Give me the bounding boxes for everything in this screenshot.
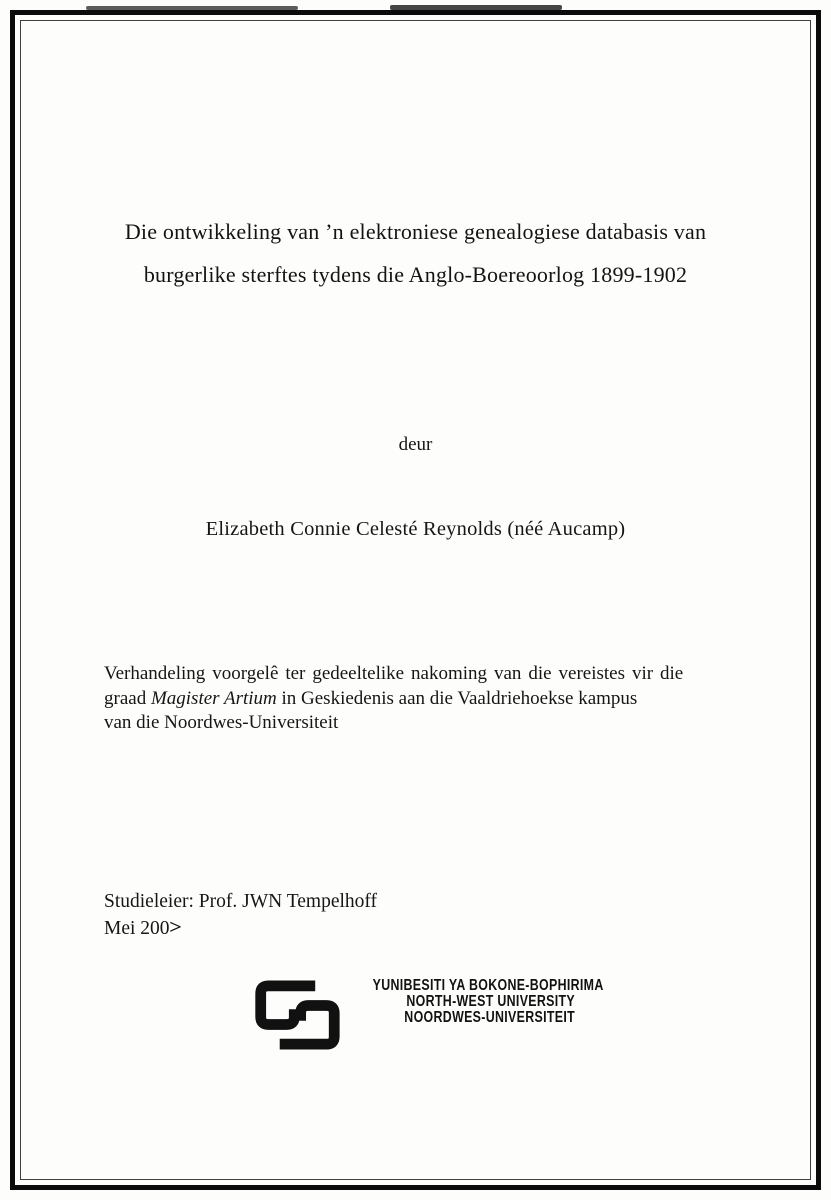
submission-statement (104, 662, 744, 736)
nwu-logo-mark-icon (255, 980, 345, 1050)
nwu-logo-wordmark (372, 977, 604, 1026)
statement-line1: Verhandeling voorgelê ter gedeeltelike nakoming van die vereistes vir die (104, 663, 684, 684)
logo-line-english: NORTH-WEST UNIVERSITY (406, 992, 575, 1010)
author-name: Elizabeth Connie Celesté Reynolds (néé Aucamp) (205, 518, 626, 540)
thesis-title-line1: Die ontwikkeling van ’n elektroniese genealogiese databasis van (124, 219, 707, 244)
nwu-logo (255, 976, 604, 1054)
statement-line2 (104, 687, 744, 712)
byline-label: deur (398, 434, 433, 455)
supervisor-block (104, 889, 377, 942)
statement-line2-pre: graad (104, 687, 151, 709)
thesis-title-line2: burgerlike sterftes tydens die Anglo-Boereoorlog 1899-1902 (143, 262, 688, 287)
statement-degree-name: Magister Artium (150, 687, 277, 709)
logo-line-setswana: YUNIBESITI YA BOKONE-BOPHIRIMA (372, 977, 604, 994)
scan-artifact (86, 6, 298, 10)
statement-line3: van die Noordwes-Universiteit (104, 712, 339, 733)
supervisor-line: Studieleier: Prof. JWN Tempelhoff (104, 891, 378, 912)
date-line (104, 916, 377, 943)
date-seven-glyph: > (168, 917, 182, 938)
logo-line-afrikaans: NOORDWES-UNIVERSITEIT (404, 1008, 575, 1026)
scan-artifact (390, 5, 562, 10)
thesis-title (40, 210, 791, 296)
statement-line2-post: in Geskiedenis aan die Vaaldriehoekse kampus (276, 687, 638, 709)
date-text: Mei 200 (104, 917, 170, 939)
